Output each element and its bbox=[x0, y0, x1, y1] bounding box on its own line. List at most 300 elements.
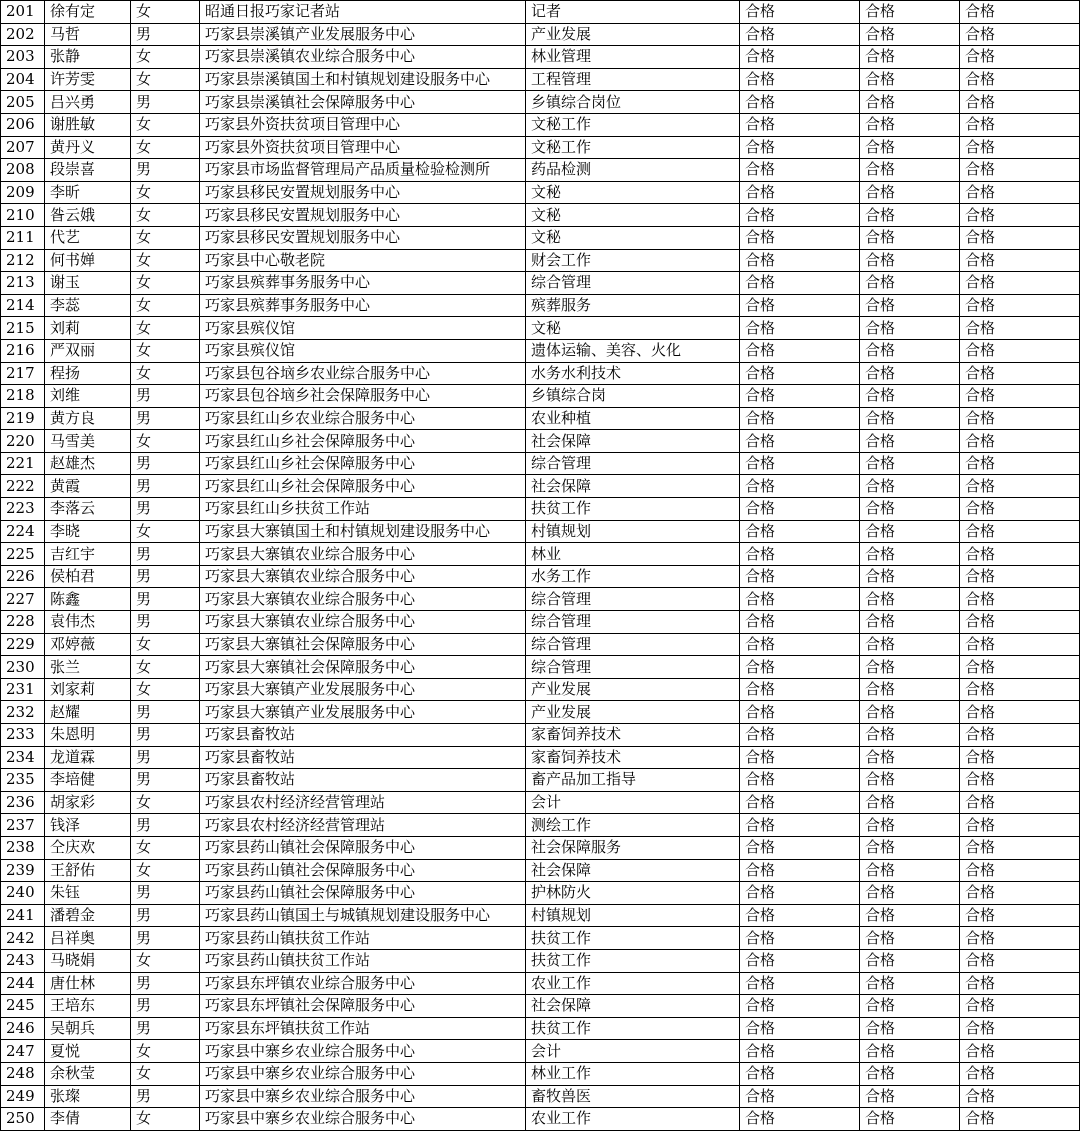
result-cell-1: 合格 bbox=[740, 430, 860, 453]
row-number-cell: 244 bbox=[1, 972, 45, 995]
table-row bbox=[1, 181, 1080, 204]
result-cell-3: 合格 bbox=[960, 656, 1080, 679]
name-cell: 马晓娟 bbox=[45, 949, 131, 972]
position-cell: 综合管理 bbox=[526, 611, 740, 634]
name-cell: 龙道霖 bbox=[45, 746, 131, 769]
row-number-cell: 202 bbox=[1, 23, 45, 46]
result-cell-3: 合格 bbox=[960, 475, 1080, 498]
row-number-cell: 208 bbox=[1, 159, 45, 182]
gender-cell: 女 bbox=[131, 1040, 200, 1063]
table-row bbox=[1, 904, 1080, 927]
gender-cell: 男 bbox=[131, 814, 200, 837]
result-cell-3: 合格 bbox=[960, 949, 1080, 972]
gender-cell: 男 bbox=[131, 995, 200, 1018]
unit-cell: 巧家县大寨镇产业发展服务中心 bbox=[200, 701, 526, 724]
result-cell-3: 合格 bbox=[960, 746, 1080, 769]
table-row bbox=[1, 23, 1080, 46]
table-row bbox=[1, 272, 1080, 295]
result-cell-3: 合格 bbox=[960, 1062, 1080, 1085]
result-cell-3: 合格 bbox=[960, 904, 1080, 927]
table-row bbox=[1, 136, 1080, 159]
name-cell: 黄方良 bbox=[45, 407, 131, 430]
name-cell: 马雪美 bbox=[45, 430, 131, 453]
name-cell: 段崇喜 bbox=[45, 159, 131, 182]
table-row bbox=[1, 769, 1080, 792]
table-row bbox=[1, 836, 1080, 859]
gender-cell: 男 bbox=[131, 407, 200, 430]
table-row bbox=[1, 588, 1080, 611]
table-row bbox=[1, 1062, 1080, 1085]
name-cell: 王培东 bbox=[45, 995, 131, 1018]
table-row bbox=[1, 701, 1080, 724]
gender-cell: 男 bbox=[131, 543, 200, 566]
name-cell: 严双丽 bbox=[45, 339, 131, 362]
unit-cell: 巧家县大寨镇产业发展服务中心 bbox=[200, 678, 526, 701]
table-row bbox=[1, 1040, 1080, 1063]
unit-cell: 巧家县畜牧站 bbox=[200, 746, 526, 769]
table-row bbox=[1, 611, 1080, 634]
result-cell-1: 合格 bbox=[740, 1062, 860, 1085]
table-row bbox=[1, 972, 1080, 995]
row-number-cell: 212 bbox=[1, 249, 45, 272]
name-cell: 赵雄杰 bbox=[45, 452, 131, 475]
result-cell-1: 合格 bbox=[740, 1, 860, 24]
unit-cell: 巧家县移民安置规划服务中心 bbox=[200, 226, 526, 249]
name-cell: 赵耀 bbox=[45, 701, 131, 724]
result-cell-1: 合格 bbox=[740, 656, 860, 679]
row-number-cell: 238 bbox=[1, 836, 45, 859]
result-cell-2: 合格 bbox=[860, 746, 960, 769]
position-cell: 林业工作 bbox=[526, 1062, 740, 1085]
position-cell: 社会保障 bbox=[526, 859, 740, 882]
result-cell-1: 合格 bbox=[740, 498, 860, 521]
row-number-cell: 249 bbox=[1, 1085, 45, 1108]
name-cell: 程扬 bbox=[45, 362, 131, 385]
gender-cell: 女 bbox=[131, 791, 200, 814]
result-cell-2: 合格 bbox=[860, 452, 960, 475]
result-cell-2: 合格 bbox=[860, 339, 960, 362]
name-cell: 刘莉 bbox=[45, 317, 131, 340]
gender-cell: 男 bbox=[131, 972, 200, 995]
unit-cell: 巧家县中心敬老院 bbox=[200, 249, 526, 272]
result-cell-1: 合格 bbox=[740, 746, 860, 769]
unit-cell: 巧家县畜牧站 bbox=[200, 724, 526, 747]
result-cell-2: 合格 bbox=[860, 520, 960, 543]
row-number-cell: 246 bbox=[1, 1017, 45, 1040]
table-row bbox=[1, 113, 1080, 136]
unit-cell: 巧家县红山乡农业综合服务中心 bbox=[200, 407, 526, 430]
row-number-cell: 247 bbox=[1, 1040, 45, 1063]
result-cell-1: 合格 bbox=[740, 859, 860, 882]
result-cell-3: 合格 bbox=[960, 339, 1080, 362]
gender-cell: 男 bbox=[131, 498, 200, 521]
position-cell: 文秘工作 bbox=[526, 136, 740, 159]
unit-cell: 巧家县东坪镇扶贫工作站 bbox=[200, 1017, 526, 1040]
position-cell: 林业管理 bbox=[526, 46, 740, 69]
result-cell-1: 合格 bbox=[740, 904, 860, 927]
row-number-cell: 217 bbox=[1, 362, 45, 385]
result-cell-3: 合格 bbox=[960, 520, 1080, 543]
row-number-cell: 250 bbox=[1, 1108, 45, 1131]
unit-cell: 巧家县药山镇国土与城镇规划建设服务中心 bbox=[200, 904, 526, 927]
result-cell-2: 合格 bbox=[860, 927, 960, 950]
result-cell-3: 合格 bbox=[960, 543, 1080, 566]
result-cell-3: 合格 bbox=[960, 430, 1080, 453]
unit-cell: 巧家县外资扶贫项目管理中心 bbox=[200, 113, 526, 136]
table-row bbox=[1, 1017, 1080, 1040]
name-cell: 唐仕林 bbox=[45, 972, 131, 995]
result-cell-2: 合格 bbox=[860, 565, 960, 588]
table-row bbox=[1, 543, 1080, 566]
result-cell-3: 合格 bbox=[960, 972, 1080, 995]
unit-cell: 巧家县大寨镇农业综合服务中心 bbox=[200, 588, 526, 611]
result-cell-1: 合格 bbox=[740, 588, 860, 611]
result-cell-2: 合格 bbox=[860, 249, 960, 272]
row-number-cell: 213 bbox=[1, 272, 45, 295]
unit-cell: 巧家县崇溪镇社会保障服务中心 bbox=[200, 91, 526, 114]
result-cell-3: 合格 bbox=[960, 565, 1080, 588]
table-row bbox=[1, 226, 1080, 249]
result-cell-1: 合格 bbox=[740, 882, 860, 905]
result-cell-1: 合格 bbox=[740, 226, 860, 249]
row-number-cell: 237 bbox=[1, 814, 45, 837]
table-row bbox=[1, 520, 1080, 543]
row-number-cell: 223 bbox=[1, 498, 45, 521]
row-number-cell: 207 bbox=[1, 136, 45, 159]
table-row bbox=[1, 791, 1080, 814]
unit-cell: 巧家县崇溪镇国土和村镇规划建设服务中心 bbox=[200, 68, 526, 91]
unit-cell: 巧家县大寨镇国土和村镇规划建设服务中心 bbox=[200, 520, 526, 543]
row-number-cell: 220 bbox=[1, 430, 45, 453]
result-cell-1: 合格 bbox=[740, 113, 860, 136]
name-cell: 黄丹义 bbox=[45, 136, 131, 159]
position-cell: 农业种植 bbox=[526, 407, 740, 430]
unit-cell: 巧家县殡葬事务服务中心 bbox=[200, 272, 526, 295]
unit-cell: 巧家县移民安置规划服务中心 bbox=[200, 204, 526, 227]
row-number-cell: 205 bbox=[1, 91, 45, 114]
result-cell-2: 合格 bbox=[860, 701, 960, 724]
result-cell-2: 合格 bbox=[860, 498, 960, 521]
gender-cell: 男 bbox=[131, 1017, 200, 1040]
gender-cell: 男 bbox=[131, 746, 200, 769]
table-row bbox=[1, 633, 1080, 656]
result-cell-2: 合格 bbox=[860, 407, 960, 430]
position-cell: 家畜饲养技术 bbox=[526, 724, 740, 747]
result-cell-1: 合格 bbox=[740, 23, 860, 46]
name-cell: 吴朝兵 bbox=[45, 1017, 131, 1040]
result-cell-3: 合格 bbox=[960, 68, 1080, 91]
row-number-cell: 218 bbox=[1, 385, 45, 408]
result-cell-3: 合格 bbox=[960, 1085, 1080, 1108]
gender-cell: 女 bbox=[131, 836, 200, 859]
table-row bbox=[1, 859, 1080, 882]
table-row bbox=[1, 385, 1080, 408]
position-cell: 产业发展 bbox=[526, 23, 740, 46]
table-row bbox=[1, 407, 1080, 430]
gender-cell: 女 bbox=[131, 68, 200, 91]
row-number-cell: 209 bbox=[1, 181, 45, 204]
gender-cell: 女 bbox=[131, 226, 200, 249]
result-cell-3: 合格 bbox=[960, 226, 1080, 249]
gender-cell: 男 bbox=[131, 452, 200, 475]
result-cell-1: 合格 bbox=[740, 543, 860, 566]
position-cell: 社会保障服务 bbox=[526, 836, 740, 859]
gender-cell: 女 bbox=[131, 430, 200, 453]
gender-cell: 女 bbox=[131, 272, 200, 295]
result-cell-1: 合格 bbox=[740, 272, 860, 295]
result-cell-2: 合格 bbox=[860, 904, 960, 927]
gender-cell: 女 bbox=[131, 1062, 200, 1085]
result-cell-1: 合格 bbox=[740, 249, 860, 272]
row-number-cell: 203 bbox=[1, 46, 45, 69]
result-cell-1: 合格 bbox=[740, 724, 860, 747]
gender-cell: 女 bbox=[131, 859, 200, 882]
position-cell: 文秘工作 bbox=[526, 113, 740, 136]
result-cell-2: 合格 bbox=[860, 995, 960, 1018]
unit-cell: 昭通日报巧家记者站 bbox=[200, 1, 526, 24]
unit-cell: 巧家县畜牧站 bbox=[200, 769, 526, 792]
result-cell-1: 合格 bbox=[740, 475, 860, 498]
row-number-cell: 241 bbox=[1, 904, 45, 927]
name-cell: 陈鑫 bbox=[45, 588, 131, 611]
name-cell: 袁伟杰 bbox=[45, 611, 131, 634]
gender-cell: 女 bbox=[131, 362, 200, 385]
unit-cell: 巧家县大寨镇农业综合服务中心 bbox=[200, 611, 526, 634]
result-cell-3: 合格 bbox=[960, 1040, 1080, 1063]
name-cell: 朱钰 bbox=[45, 882, 131, 905]
position-cell: 遗体运输、美容、火化 bbox=[526, 339, 740, 362]
position-cell: 文秘 bbox=[526, 204, 740, 227]
result-cell-1: 合格 bbox=[740, 452, 860, 475]
name-cell: 潘碧金 bbox=[45, 904, 131, 927]
unit-cell: 巧家县移民安置规划服务中心 bbox=[200, 181, 526, 204]
position-cell: 水务水利技术 bbox=[526, 362, 740, 385]
table-row bbox=[1, 317, 1080, 340]
position-cell: 综合管理 bbox=[526, 272, 740, 295]
result-cell-1: 合格 bbox=[740, 317, 860, 340]
gender-cell: 男 bbox=[131, 23, 200, 46]
position-cell: 文秘 bbox=[526, 181, 740, 204]
unit-cell: 巧家县大寨镇社会保障服务中心 bbox=[200, 656, 526, 679]
unit-cell: 巧家县药山镇扶贫工作站 bbox=[200, 949, 526, 972]
result-cell-1: 合格 bbox=[740, 972, 860, 995]
table-row bbox=[1, 746, 1080, 769]
name-cell: 吕兴勇 bbox=[45, 91, 131, 114]
position-cell: 林业 bbox=[526, 543, 740, 566]
result-cell-2: 合格 bbox=[860, 23, 960, 46]
table-row bbox=[1, 1, 1080, 24]
name-cell: 昝云娥 bbox=[45, 204, 131, 227]
result-cell-1: 合格 bbox=[740, 339, 860, 362]
row-number-cell: 204 bbox=[1, 68, 45, 91]
result-cell-3: 合格 bbox=[960, 724, 1080, 747]
row-number-cell: 221 bbox=[1, 452, 45, 475]
table-row bbox=[1, 1108, 1080, 1131]
unit-cell: 巧家县红山乡社会保障服务中心 bbox=[200, 475, 526, 498]
row-number-cell: 228 bbox=[1, 611, 45, 634]
table-row bbox=[1, 1085, 1080, 1108]
result-cell-1: 合格 bbox=[740, 791, 860, 814]
name-cell: 胡家彩 bbox=[45, 791, 131, 814]
result-cell-1: 合格 bbox=[740, 678, 860, 701]
result-cell-1: 合格 bbox=[740, 159, 860, 182]
position-cell: 水务工作 bbox=[526, 565, 740, 588]
result-cell-3: 合格 bbox=[960, 814, 1080, 837]
table-row bbox=[1, 949, 1080, 972]
unit-cell: 巧家县药山镇扶贫工作站 bbox=[200, 927, 526, 950]
row-number-cell: 239 bbox=[1, 859, 45, 882]
position-cell: 产业发展 bbox=[526, 678, 740, 701]
name-cell: 黄霞 bbox=[45, 475, 131, 498]
result-cell-2: 合格 bbox=[860, 949, 960, 972]
result-cell-1: 合格 bbox=[740, 46, 860, 69]
table-row bbox=[1, 475, 1080, 498]
result-cell-1: 合格 bbox=[740, 91, 860, 114]
name-cell: 邓婷薇 bbox=[45, 633, 131, 656]
result-cell-2: 合格 bbox=[860, 1085, 960, 1108]
name-cell: 李蕊 bbox=[45, 294, 131, 317]
result-cell-2: 合格 bbox=[860, 656, 960, 679]
name-cell: 许芳雯 bbox=[45, 68, 131, 91]
unit-cell: 巧家县中寨乡农业综合服务中心 bbox=[200, 1040, 526, 1063]
result-cell-2: 合格 bbox=[860, 1040, 960, 1063]
position-cell: 扶贫工作 bbox=[526, 927, 740, 950]
gender-cell: 女 bbox=[131, 339, 200, 362]
position-cell: 记者 bbox=[526, 1, 740, 24]
position-cell: 产业发展 bbox=[526, 701, 740, 724]
position-cell: 药品检测 bbox=[526, 159, 740, 182]
result-cell-1: 合格 bbox=[740, 1085, 860, 1108]
result-cell-2: 合格 bbox=[860, 543, 960, 566]
result-cell-2: 合格 bbox=[860, 430, 960, 453]
result-cell-2: 合格 bbox=[860, 836, 960, 859]
result-cell-3: 合格 bbox=[960, 701, 1080, 724]
result-cell-1: 合格 bbox=[740, 294, 860, 317]
result-cell-2: 合格 bbox=[860, 814, 960, 837]
position-cell: 综合管理 bbox=[526, 452, 740, 475]
unit-cell: 巧家县殡仪馆 bbox=[200, 339, 526, 362]
gender-cell: 男 bbox=[131, 91, 200, 114]
unit-cell: 巧家县崇溪镇农业综合服务中心 bbox=[200, 46, 526, 69]
result-cell-2: 合格 bbox=[860, 362, 960, 385]
position-cell: 扶贫工作 bbox=[526, 1017, 740, 1040]
result-cell-1: 合格 bbox=[740, 836, 860, 859]
table-row bbox=[1, 430, 1080, 453]
gender-cell: 女 bbox=[131, 1, 200, 24]
position-cell: 家畜饲养技术 bbox=[526, 746, 740, 769]
result-cell-1: 合格 bbox=[740, 949, 860, 972]
name-cell: 徐有定 bbox=[45, 1, 131, 24]
result-cell-1: 合格 bbox=[740, 927, 860, 950]
unit-cell: 巧家县红山乡扶贫工作站 bbox=[200, 498, 526, 521]
gender-cell: 男 bbox=[131, 588, 200, 611]
gender-cell: 女 bbox=[131, 136, 200, 159]
table-row bbox=[1, 362, 1080, 385]
unit-cell: 巧家县药山镇社会保障服务中心 bbox=[200, 836, 526, 859]
row-number-cell: 224 bbox=[1, 520, 45, 543]
result-cell-3: 合格 bbox=[960, 791, 1080, 814]
result-cell-2: 合格 bbox=[860, 611, 960, 634]
result-cell-2: 合格 bbox=[860, 159, 960, 182]
result-cell-3: 合格 bbox=[960, 633, 1080, 656]
result-cell-1: 合格 bbox=[740, 1017, 860, 1040]
position-cell: 社会保障 bbox=[526, 995, 740, 1018]
name-cell: 张兰 bbox=[45, 656, 131, 679]
unit-cell: 巧家县农村经济经营管理站 bbox=[200, 814, 526, 837]
gender-cell: 女 bbox=[131, 249, 200, 272]
row-number-cell: 229 bbox=[1, 633, 45, 656]
row-number-cell: 216 bbox=[1, 339, 45, 362]
table-row bbox=[1, 204, 1080, 227]
result-cell-3: 合格 bbox=[960, 23, 1080, 46]
gender-cell: 男 bbox=[131, 724, 200, 747]
result-cell-3: 合格 bbox=[960, 927, 1080, 950]
position-cell: 会计 bbox=[526, 791, 740, 814]
table-row bbox=[1, 656, 1080, 679]
position-cell: 乡镇综合岗位 bbox=[526, 91, 740, 114]
name-cell: 张璨 bbox=[45, 1085, 131, 1108]
position-cell: 测绘工作 bbox=[526, 814, 740, 837]
table-row bbox=[1, 565, 1080, 588]
name-cell: 仝庆欢 bbox=[45, 836, 131, 859]
row-number-cell: 222 bbox=[1, 475, 45, 498]
result-cell-3: 合格 bbox=[960, 249, 1080, 272]
row-number-cell: 232 bbox=[1, 701, 45, 724]
result-cell-1: 合格 bbox=[740, 633, 860, 656]
name-cell: 朱恩明 bbox=[45, 724, 131, 747]
result-cell-2: 合格 bbox=[860, 68, 960, 91]
row-number-cell: 242 bbox=[1, 927, 45, 950]
name-cell: 马哲 bbox=[45, 23, 131, 46]
result-cell-3: 合格 bbox=[960, 91, 1080, 114]
result-cell-2: 合格 bbox=[860, 588, 960, 611]
unit-cell: 巧家县包谷垴乡农业综合服务中心 bbox=[200, 362, 526, 385]
result-cell-2: 合格 bbox=[860, 724, 960, 747]
result-cell-3: 合格 bbox=[960, 452, 1080, 475]
unit-cell: 巧家县大寨镇农业综合服务中心 bbox=[200, 565, 526, 588]
gender-cell: 女 bbox=[131, 520, 200, 543]
gender-cell: 女 bbox=[131, 181, 200, 204]
gender-cell: 男 bbox=[131, 1085, 200, 1108]
result-cell-3: 合格 bbox=[960, 317, 1080, 340]
row-number-cell: 210 bbox=[1, 204, 45, 227]
result-cell-1: 合格 bbox=[740, 701, 860, 724]
name-cell: 李培健 bbox=[45, 769, 131, 792]
gender-cell: 女 bbox=[131, 113, 200, 136]
gender-cell: 男 bbox=[131, 701, 200, 724]
result-cell-3: 合格 bbox=[960, 136, 1080, 159]
row-number-cell: 211 bbox=[1, 226, 45, 249]
result-cell-1: 合格 bbox=[740, 814, 860, 837]
row-number-cell: 243 bbox=[1, 949, 45, 972]
name-cell: 李昕 bbox=[45, 181, 131, 204]
name-cell: 李晓 bbox=[45, 520, 131, 543]
table-row bbox=[1, 249, 1080, 272]
position-cell: 殡葬服务 bbox=[526, 294, 740, 317]
gender-cell: 女 bbox=[131, 633, 200, 656]
gender-cell: 男 bbox=[131, 611, 200, 634]
unit-cell: 巧家县东坪镇社会保障服务中心 bbox=[200, 995, 526, 1018]
gender-cell: 男 bbox=[131, 159, 200, 182]
result-cell-2: 合格 bbox=[860, 633, 960, 656]
unit-cell: 巧家县外资扶贫项目管理中心 bbox=[200, 136, 526, 159]
gender-cell: 女 bbox=[131, 656, 200, 679]
unit-cell: 巧家县大寨镇社会保障服务中心 bbox=[200, 633, 526, 656]
row-number-cell: 235 bbox=[1, 769, 45, 792]
gender-cell: 女 bbox=[131, 204, 200, 227]
row-number-cell: 233 bbox=[1, 724, 45, 747]
unit-cell: 巧家县药山镇社会保障服务中心 bbox=[200, 882, 526, 905]
